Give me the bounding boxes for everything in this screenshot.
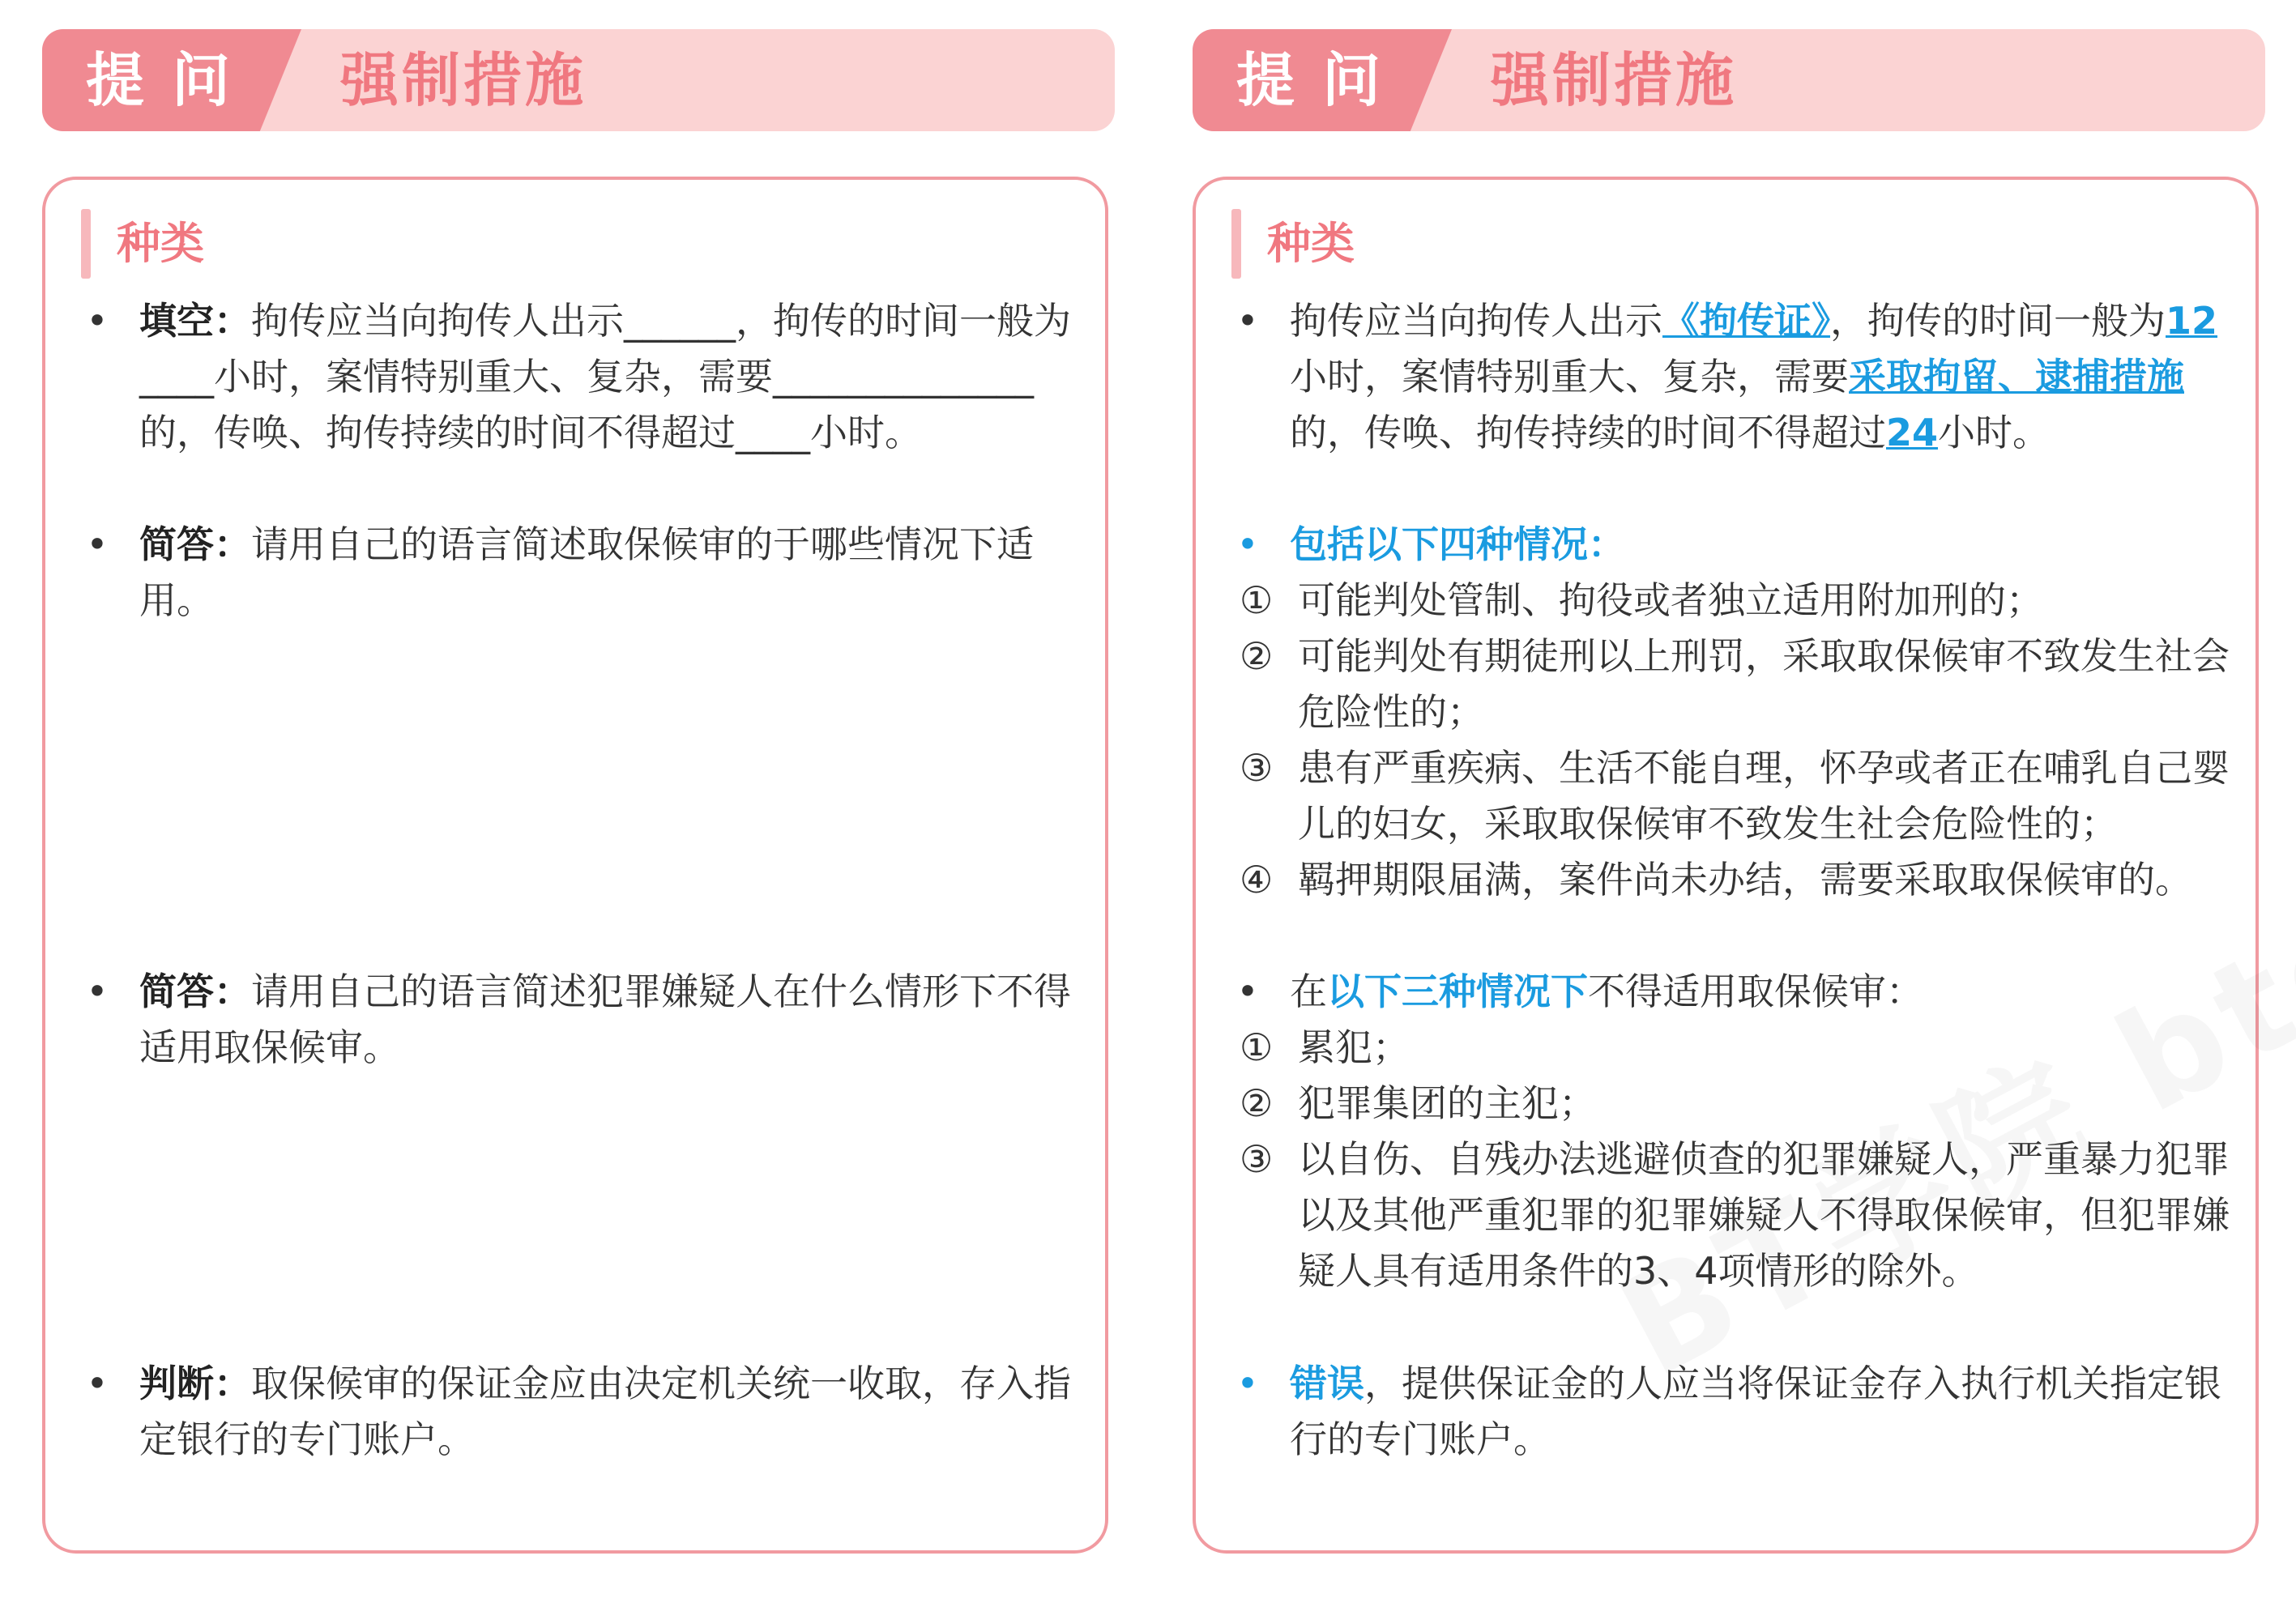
bullet-icon: • <box>86 1362 109 1405</box>
answer-header <box>1193 29 2265 131</box>
header-tag: 提问 <box>1236 46 1409 114</box>
section-title: 种类 <box>117 218 204 269</box>
header-tag: 提问 <box>86 46 258 114</box>
bullet-icon: • <box>86 970 109 1013</box>
section-marker <box>1231 209 1241 279</box>
question-label: 判断： <box>139 1362 251 1405</box>
bullet-icon: • <box>1236 299 1259 343</box>
bullet-icon: • <box>1236 522 1259 566</box>
question-label: 简答： <box>139 522 251 566</box>
section-marker <box>81 209 91 279</box>
bullet-icon: • <box>86 522 109 566</box>
question-panel <box>42 0 1120 1607</box>
answer-key: 采取拘留、逮捕措施 <box>1849 355 2184 399</box>
answer-key: 12 <box>2166 299 2218 343</box>
answer-key: 《拘传证》 <box>1662 299 1830 343</box>
blank: ______ <box>624 299 736 343</box>
blank: ______________ <box>773 355 1034 399</box>
bullet-icon: • <box>1236 1362 1259 1405</box>
question-label: 简答： <box>139 970 251 1013</box>
header-title: 强制措施 <box>1491 46 1738 114</box>
blank: ____ <box>736 411 810 454</box>
header-title: 强制措施 <box>340 46 587 114</box>
answer-card: 种类 • 拘传应当向拘传人出示《拘传证》，拘传的时间一般为12小时，案情特别重大、复杂，需要采取拘留、逮捕措施的，传唤、拘传持续的时间不得超过24小时。 • 包括以下四种情况： ① 可能判处管制、拘役或者独立适用附加刑的； ② 可能判处有期徒刑以上刑罚，采取取保候审不致发生社会危险性的； ③ 患有严重疾病、生活不能自理，怀孕或者正在哺乳自己婴儿的妇女，采取取保候审不致发生社会危险性的； ④ 羁押期限届满，案件尚未办结，需要采取取保候审的。 • 在以下三种情况下不得适用取保候审： ① 累犯； ② 犯罪集团的主犯； ③ 以自伤、自残办法逃避侦查的犯罪嫌疑人，严重暴力犯罪以及其他严重犯罪的犯罪嫌疑人不得取保候审，但犯罪嫌疑人具有适用条件的3、4项情形的除外。 • 错误，提供保证金的人应当将保证金存入执行机关指定银行的专门账户。 <box>1193 177 2259 1554</box>
blank: ____ <box>139 355 214 399</box>
answer-key: 24 <box>1886 411 1939 454</box>
answer-panel <box>1193 0 2270 1607</box>
section-title: 种类 <box>1267 218 1355 269</box>
bullet-icon: • <box>1236 970 1259 1013</box>
bullet-icon: • <box>86 299 109 343</box>
question-card: 种类 • 填空：拘传应当向拘传人出示______，拘传的时间一般为____小时，案情特别重大、复杂，需要______________的，传唤、拘传持续的时间不得超过____小时。 • 简答：请用自己的语言简述取保候审的于哪些情况下适用。 • 简答：请用自己的语言简述犯罪嫌疑人在什么情形下不得适用取保候审。 • 判断：取保候审的保证金应由决定机关统一收取，存入指定银行的专门账户。 <box>42 177 1108 1554</box>
question-header <box>42 29 1115 131</box>
question-label: 填空： <box>139 299 251 343</box>
